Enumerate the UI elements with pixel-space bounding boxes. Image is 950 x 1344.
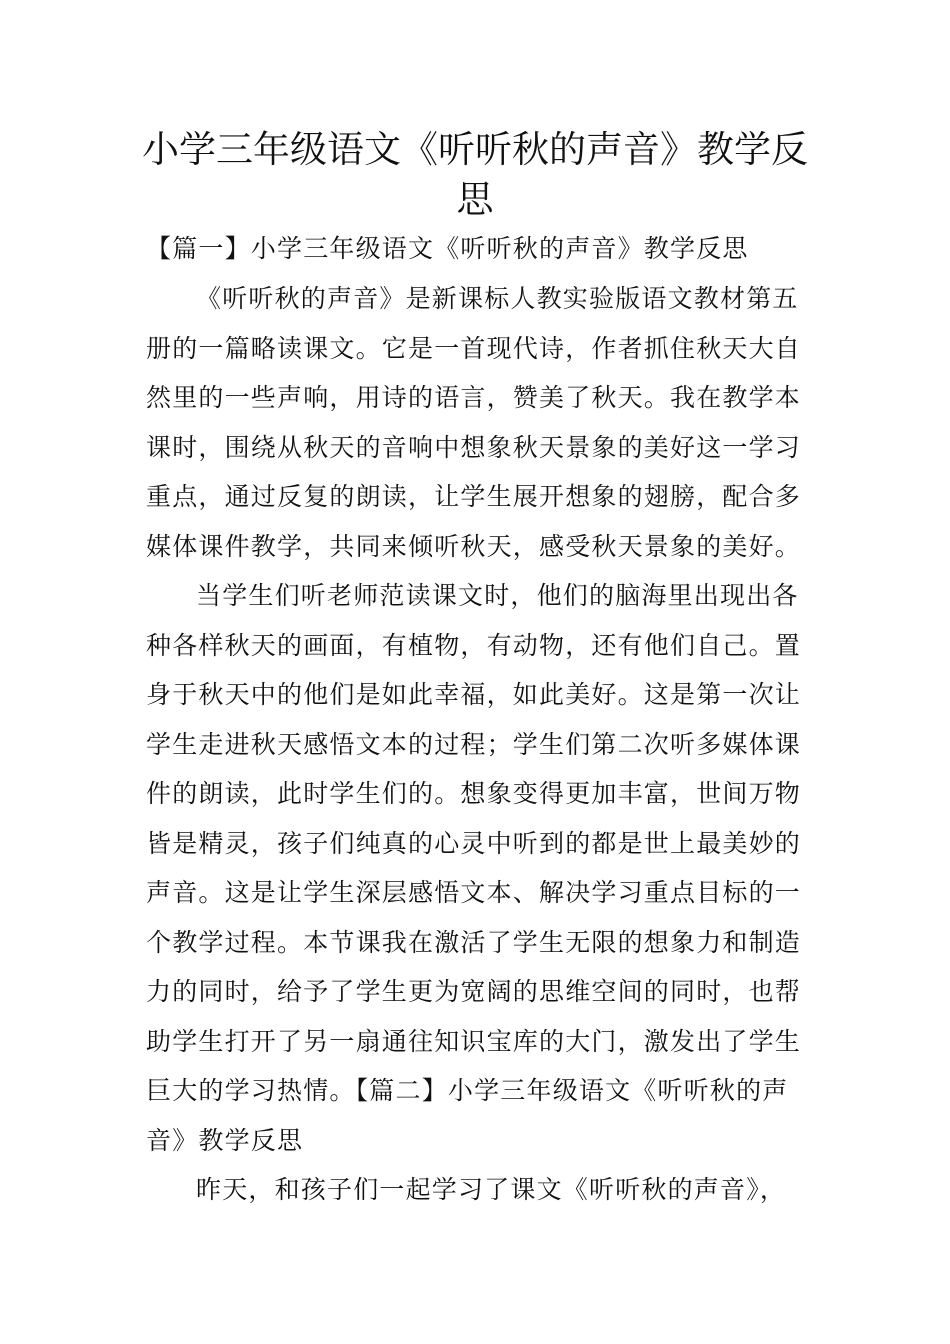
paragraph-2: 当学生们听老师范读课文时，他们的脑海里出现出各种各样秋天的画面，有植物，有动物，还有他们自己。置身于秋天中的他们是如此幸福，如此美好。这是第一次让学生走进秋天感悟文本的过程；学生们第二次听多媒体课件的朗读，此时学生们的。想象变得更加丰富，世间万物皆是精灵，孩子们纯真的心灵中听到的都是世上最美妙的声音。这是让学生深层感悟文本、解决学习重点目标的一个教学过程。本节课我在激活了学生无限的想象力和制造力的同时，给予了学生更为宽阔的思维空间的同时，也帮助学生打开了另一扇通往知识宝库的大门，激发出了学生巨大的学习热情。【篇二】小学三年级语文《听听秋的声音》教学反思 (146, 581, 802, 1155)
paragraph-1: 《听听秋的声音》是新课标人教实验版语文教材第五册的一篇略读课文。它是一首现代诗，作者抓住秋天大自然里的一些声响，用诗的语言，赞美了秋天。我在教学本课时，围绕从秋天的音响中想象秋天景象的美好这一学习重点，通过反复的朗读，让学生展开想象的翅膀，配合多媒体课件教学，共同来倾听秋天，感受秋天景象的美好。 (146, 284, 802, 561)
section-heading: 【篇一】小学三年级语文《听听秋的声音》教学反思 (146, 234, 749, 263)
title-line-1: 小学三年级语文《听听秋的声音》教学反 (142, 128, 808, 171)
title-line-2: 思 (456, 178, 494, 221)
document-title (140, 125, 810, 225)
paragraph-3: 昨天，和孩子们一起学习了课文《听听秋的声音》， (196, 1175, 787, 1204)
